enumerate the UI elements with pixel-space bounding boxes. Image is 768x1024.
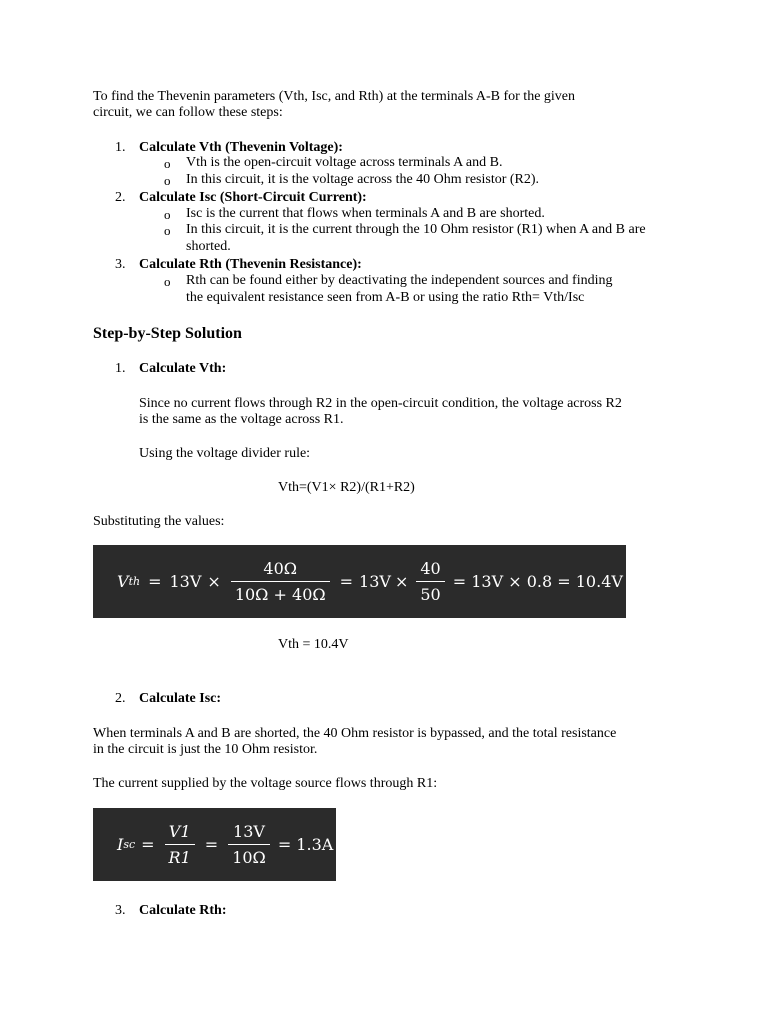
eq-times: × (394, 572, 409, 591)
fraction (228, 822, 270, 867)
paragraph-line: When terminals A and B are shorted, the 40 Ohm resistor is bypassed, and the total resistance (93, 726, 617, 741)
formula-text: Vth=(V1× R2)/(R1+R2) (278, 480, 415, 495)
equation-vth (93, 545, 626, 618)
paragraph-line: in the circuit is just the 10 Ohm resistor. (93, 742, 318, 757)
eq-tail: = 13V × 0.8 = 10.4V (452, 572, 623, 591)
paragraph-line: Since no current flows through R2 in the open-circuit condition, the voltage across R2 (139, 396, 622, 411)
result-text: Vth = 10.4V (278, 637, 349, 652)
fraction-numerator: 13V (233, 822, 265, 841)
fraction-numerator: 40 (420, 559, 441, 578)
bullet-text-serif: the equivalent resistance seen from A-B or using the ratio Rth= Vth/Isc (186, 290, 585, 305)
fraction (165, 822, 195, 867)
step-title: Calculate Rth (Thevenin Resistance): (139, 257, 362, 272)
paragraph-line: Using the voltage divider rule: (139, 446, 311, 461)
eq-equals: = (148, 572, 162, 591)
paragraph-line: The current supplied by the voltage source flows through R1: (93, 776, 438, 791)
eq-equals: = (141, 835, 155, 854)
fraction-denominator: 10Ω + 40Ω (231, 581, 330, 604)
step-title: Calculate Isc: (139, 691, 222, 706)
bullet-text: Rth can be found either by deactivating the independent sources and finding (186, 273, 613, 288)
intro-line-1: To find the Thevenin parameters (Vth, Isc, and Rth) at the terminals A-B for the given (93, 89, 576, 104)
equation-box-vth (93, 545, 626, 618)
equation-isc (93, 808, 336, 881)
step-number: 1. (115, 140, 126, 155)
bullet-text (186, 290, 686, 307)
equation-box-isc (93, 808, 336, 881)
eq-symbol: I (117, 835, 124, 854)
eq-subscript: sc (123, 838, 136, 851)
paragraph-line: is the same as the voltage across R1. (139, 412, 344, 427)
step-title: Calculate Vth: (139, 361, 227, 376)
eq-times: × (207, 572, 221, 591)
step-title: Calculate Isc (Short-Circuit Current): (139, 190, 367, 205)
fraction (416, 559, 444, 604)
bullet-text: In this circuit, it is the current through the 10 Ohm resistor (R1) when A and B are shorted. (186, 222, 646, 254)
step-number: 3. (115, 903, 126, 918)
eq-equals: = (339, 572, 354, 591)
bullet-text: Vth is the open-circuit voltage across terminals A and B. (186, 155, 503, 170)
fraction-numerator: V1 (168, 822, 191, 841)
section-heading: Step-by-Step Solution (93, 325, 242, 342)
bullet-text: In this circuit, it is the voltage across the 40 Ohm resistor (R2). (186, 172, 540, 187)
step-title: Calculate Vth (Thevenin Voltage): (139, 140, 343, 155)
bullet-marker: o (164, 207, 171, 222)
bullet-marker: o (164, 223, 171, 238)
bullet-text: Isc is the current that flows when terminals A and B are shorted. (186, 206, 545, 221)
bullet-marker: o (164, 173, 171, 188)
step-title: Calculate Rth: (139, 903, 227, 918)
paragraph-line: Substituting the values: (93, 514, 225, 529)
eq-term: 13V (169, 572, 202, 591)
eq-symbol: V (117, 572, 129, 591)
eq-subscript: th (128, 575, 141, 588)
fraction-denominator: 10Ω (228, 844, 270, 867)
step-number: 2. (115, 691, 126, 706)
bullet-marker: o (164, 274, 171, 289)
fraction (231, 559, 330, 604)
bullet-marker: o (164, 156, 171, 171)
eq-tail: = 1.3A (277, 835, 334, 854)
intro-line-2: circuit, we can follow these steps: (93, 105, 283, 120)
step-number: 3. (115, 257, 126, 272)
step-number: 1. (115, 361, 126, 376)
fraction-denominator: R1 (165, 844, 195, 867)
fraction-numerator: 40Ω (263, 559, 298, 578)
step-number: 2. (115, 190, 126, 205)
eq-equals: = (204, 835, 219, 854)
fraction-denominator: 50 (416, 581, 444, 604)
eq-term: 13V (359, 572, 391, 591)
